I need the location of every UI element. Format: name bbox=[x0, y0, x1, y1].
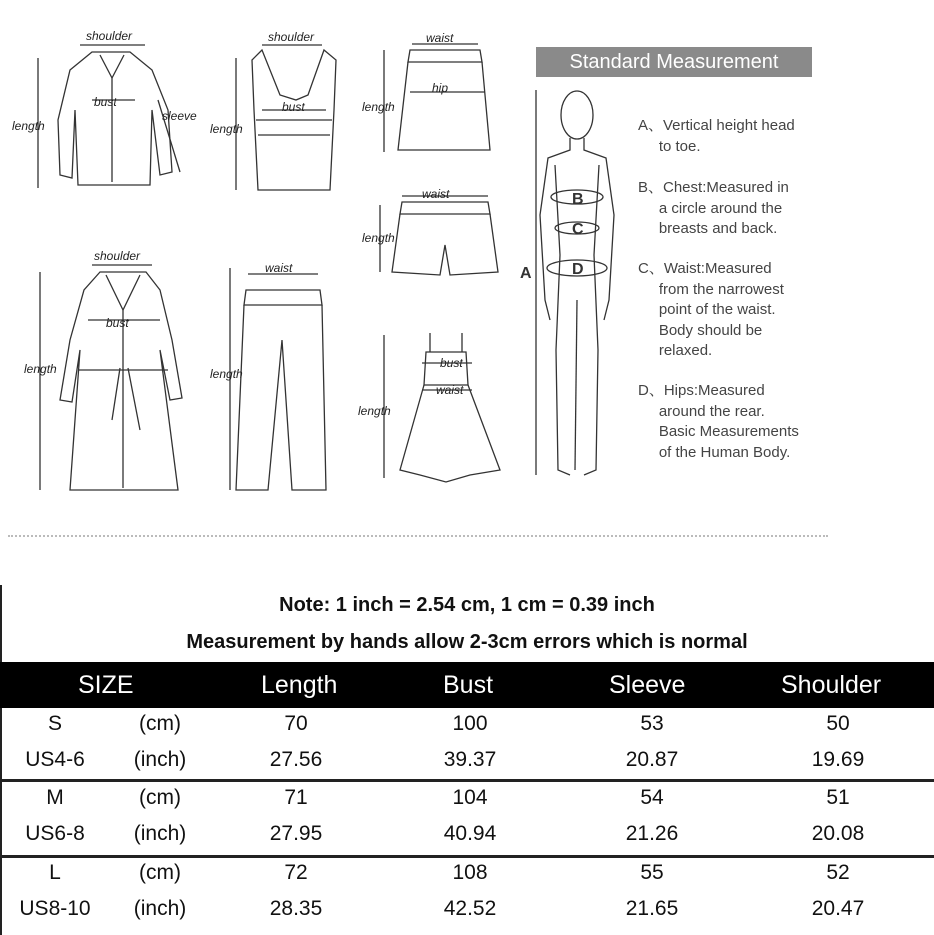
standard-measurement-title: Standard Measurement bbox=[569, 51, 779, 73]
cell-sleeve: 53 bbox=[640, 712, 664, 735]
body-figure bbox=[536, 90, 614, 475]
cell-shoulder: 52 bbox=[826, 861, 850, 884]
cell-size: US8-10 bbox=[19, 897, 91, 920]
cell-shoulder: 50 bbox=[826, 712, 850, 735]
header-size: SIZE bbox=[78, 671, 134, 699]
shorts-sketch bbox=[380, 196, 498, 275]
vest-shoulder-label: shoulder bbox=[268, 30, 315, 44]
shorts-length-label: length bbox=[362, 231, 395, 245]
cell-bust: 42.52 bbox=[443, 897, 497, 920]
cell-bust: 100 bbox=[452, 712, 488, 735]
shorts-waist-label: waist bbox=[422, 187, 450, 201]
cell-shoulder: 51 bbox=[826, 786, 850, 809]
skirt-length-label: length bbox=[362, 100, 395, 114]
cell-size: S bbox=[47, 712, 62, 735]
cell-bust: 39.37 bbox=[443, 748, 497, 771]
vest-length-label: length bbox=[210, 122, 243, 136]
pants-waist-label: waist bbox=[265, 261, 293, 275]
shirt-shoulder-label: shoulder bbox=[86, 29, 133, 43]
cell-length: 28.35 bbox=[269, 897, 323, 920]
definition-a: A、Vertical height head to toe. bbox=[638, 117, 795, 155]
header-sleeve: Sleeve bbox=[609, 671, 686, 699]
cell-size: US6-8 bbox=[25, 822, 85, 845]
row-separator bbox=[0, 779, 934, 782]
cell-length: 71 bbox=[284, 786, 308, 809]
coat-shoulder-label: shoulder bbox=[94, 249, 141, 263]
cell-sleeve: 20.87 bbox=[625, 748, 679, 771]
cell-length: 27.56 bbox=[269, 748, 323, 771]
cell-size: US4-6 bbox=[25, 748, 85, 771]
coat-length-label: length bbox=[24, 362, 57, 376]
dotted-divider bbox=[8, 535, 828, 537]
cell-size: L bbox=[49, 861, 61, 884]
dress-length-label: length bbox=[358, 404, 391, 418]
pants-sketch bbox=[230, 268, 326, 490]
header-length: Length bbox=[261, 671, 338, 699]
cell-bust: 40.94 bbox=[443, 822, 497, 845]
note-tolerance: Measurement by hands allow 2-3cm errors which is normal bbox=[186, 631, 748, 653]
body-label-d: D bbox=[572, 261, 584, 278]
cell-sleeve: 21.26 bbox=[625, 822, 679, 845]
coat-sketch bbox=[40, 265, 182, 490]
pants-length-label: length bbox=[210, 367, 243, 381]
vest-bust-label: bust bbox=[282, 100, 305, 114]
vest-sketch bbox=[236, 45, 336, 190]
cell-unit: (inch) bbox=[133, 822, 187, 845]
cell-length: 72 bbox=[284, 861, 308, 884]
cell-bust: 108 bbox=[452, 861, 488, 884]
dress-waist-label: waist bbox=[436, 383, 464, 397]
sketch-labels bbox=[12, 29, 584, 418]
shirt-length-label: length bbox=[12, 119, 45, 133]
definition-d: D、Hips:Measured around the rear. Basic Measurements of the Human Body. bbox=[638, 382, 799, 461]
size-table-header bbox=[0, 662, 934, 708]
cell-unit: (cm) bbox=[139, 786, 181, 809]
dress-bust-label: bust bbox=[440, 356, 463, 370]
cell-bust: 104 bbox=[452, 786, 488, 809]
cell-unit: (inch) bbox=[133, 897, 187, 920]
shirt-bust-label: bust bbox=[94, 95, 117, 109]
cell-shoulder: 20.08 bbox=[811, 822, 865, 845]
cell-size: M bbox=[46, 786, 64, 809]
definition-b: B、Chest:Measured in a circle around the breasts and back. bbox=[638, 179, 789, 237]
body-label-c: C bbox=[572, 221, 584, 238]
skirt-hip-label: hip bbox=[432, 81, 449, 95]
coat-bust-label: bust bbox=[106, 316, 129, 330]
note-conversion: Note: 1 inch = 2.54 cm, 1 cm = 0.39 inch bbox=[279, 594, 655, 616]
definition-c: C、Waist:Measured from the narrowest point of the waist. Body should be relaxed. bbox=[638, 260, 784, 359]
skirt-sketch bbox=[384, 44, 490, 152]
skirt-waist-label: waist bbox=[426, 31, 454, 45]
cell-shoulder: 19.69 bbox=[811, 748, 865, 771]
cell-sleeve: 55 bbox=[640, 861, 664, 884]
cell-shoulder: 20.47 bbox=[811, 897, 865, 920]
body-label-b: B bbox=[572, 191, 584, 208]
cell-sleeve: 54 bbox=[640, 786, 664, 809]
cell-length: 27.95 bbox=[269, 822, 323, 845]
row-separator bbox=[0, 855, 934, 858]
cell-unit: (cm) bbox=[139, 712, 181, 735]
header-shoulder: Shoulder bbox=[781, 671, 882, 699]
shirt-sleeve-label: sleeve bbox=[162, 109, 197, 123]
cell-sleeve: 21.65 bbox=[625, 897, 679, 920]
body-label-a: A bbox=[520, 265, 532, 282]
cell-unit: (inch) bbox=[133, 748, 187, 771]
header-bust: Bust bbox=[443, 671, 494, 699]
cell-length: 70 bbox=[284, 712, 308, 735]
cell-unit: (cm) bbox=[139, 861, 181, 884]
shirt-sketch bbox=[38, 45, 180, 188]
